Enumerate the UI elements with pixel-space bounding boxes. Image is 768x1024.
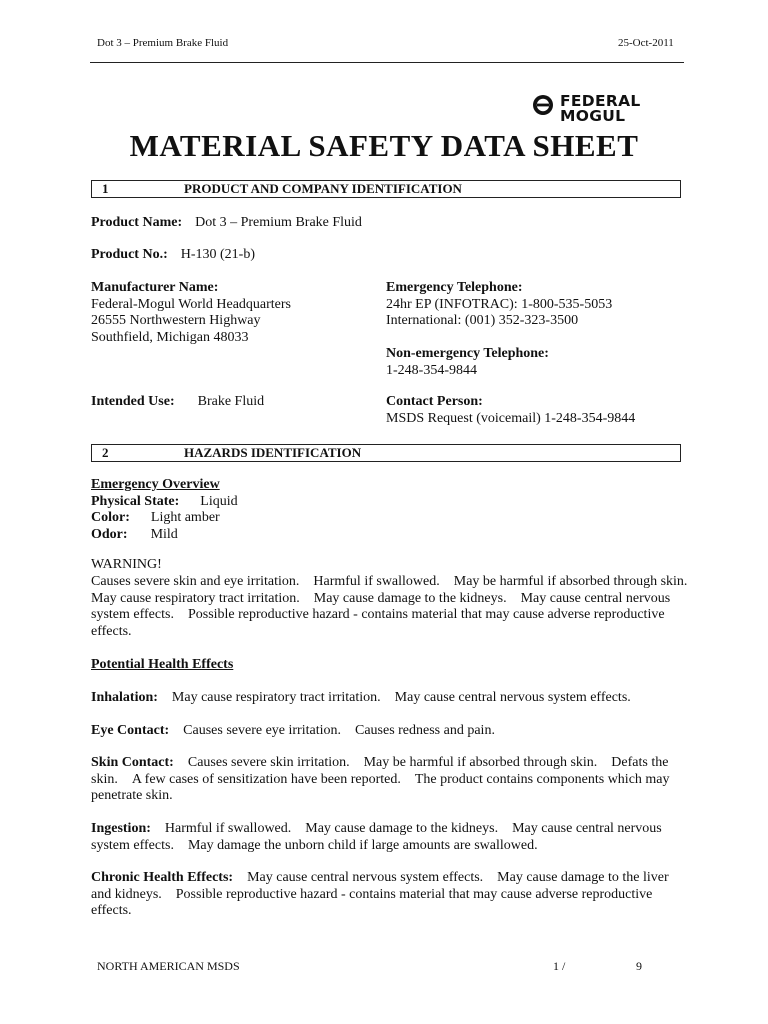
warning-sentence: Causes severe skin and eye irritation. bbox=[91, 574, 300, 589]
odor-row bbox=[91, 527, 238, 544]
health-sentence: May cause damage to the liver and kidneys. bbox=[91, 870, 669, 902]
potential-health-effects-heading: Potential Health Effects bbox=[91, 657, 234, 672]
ingestion-label: Ingestion: bbox=[91, 821, 151, 836]
manufacturer-line: Federal-Mogul World Headquarters bbox=[91, 296, 291, 312]
emergency-telephone-block bbox=[386, 280, 612, 330]
eye-contact-paragraph bbox=[91, 723, 691, 740]
section-number: 1 bbox=[102, 181, 109, 196]
section-title: HAZARDS IDENTIFICATION bbox=[184, 445, 362, 460]
inhalation-paragraph bbox=[91, 690, 691, 707]
chronic-health-effects-label: Chronic Health Effects: bbox=[91, 870, 234, 885]
manufacturer-block bbox=[91, 280, 291, 346]
ingestion-paragraph bbox=[91, 821, 691, 854]
logo-line-1: FEDERAL bbox=[560, 92, 641, 110]
contact-person-block bbox=[386, 394, 635, 427]
physical-state-label: Physical State: bbox=[91, 493, 180, 509]
chronic-health-effects-paragraph bbox=[91, 870, 691, 920]
health-sentence: May cause central nervous system effects. bbox=[394, 690, 631, 705]
health-sentence: Possible reproductive hazard - contains material that may cause adverse reproductive effects. bbox=[91, 886, 653, 918]
physical-state-row bbox=[91, 494, 238, 511]
warning-sentence: May cause respiratory tract irritation. bbox=[91, 590, 300, 606]
physical-state-value: Liquid bbox=[200, 493, 238, 509]
manufacturer-line: Southfield, Michigan 48033 bbox=[91, 329, 249, 345]
health-sentence: May be harmful if absorbed through skin. bbox=[363, 755, 598, 770]
warning-sentence: May cause central nervous system effects. bbox=[91, 590, 671, 622]
warning-heading: WARNING! bbox=[91, 557, 162, 572]
federal-mogul-logo bbox=[532, 94, 677, 128]
section-2-header bbox=[91, 444, 681, 462]
section-1-header bbox=[91, 180, 681, 198]
intended-use-label: Intended Use: bbox=[91, 394, 175, 409]
warning-sentence: May cause damage to the kidneys. bbox=[313, 590, 507, 606]
health-sentence: May damage the unborn child if large amounts are swallowed. bbox=[187, 837, 538, 853]
health-sentence: May cause central nervous system effects. bbox=[91, 821, 662, 853]
product-no-row bbox=[91, 247, 255, 264]
health-sentence: May cause damage to the kidneys. bbox=[305, 821, 499, 836]
non-emergency-telephone-block bbox=[386, 346, 549, 379]
emergency-overview-heading: Emergency Overview bbox=[91, 477, 220, 492]
product-no-label: Product No.: bbox=[91, 247, 168, 262]
product-name-label: Product Name: bbox=[91, 215, 183, 230]
intended-use-row bbox=[91, 394, 264, 411]
section-title: PRODUCT AND COMPANY IDENTIFICATION bbox=[184, 181, 462, 196]
non-emergency-telephone-value: 1-248-354-9844 bbox=[386, 362, 477, 378]
manufacturer-label: Manufacturer Name: bbox=[91, 280, 219, 295]
emergency-telephone-line: International: (001) 352-323-3500 bbox=[386, 313, 579, 328]
contact-person-label: Contact Person: bbox=[386, 394, 483, 409]
header-date: 25-Oct-2011 bbox=[618, 37, 674, 49]
product-no-value: H-130 (21-b) bbox=[180, 247, 255, 262]
footer-label: NORTH AMERICAN MSDS bbox=[97, 959, 240, 973]
skin-contact-paragraph bbox=[91, 755, 691, 805]
health-sentence: A few cases of sensitization have been reported. bbox=[131, 771, 401, 787]
footer-page-number: 1 / bbox=[553, 959, 566, 973]
health-sentence: Causes severe eye irritation. bbox=[183, 723, 341, 738]
warning-sentence: Harmful if swallowed. bbox=[313, 574, 440, 589]
health-sentence: Causes severe skin irritation. bbox=[187, 755, 350, 770]
warning-text bbox=[91, 574, 691, 640]
logo-mark-icon bbox=[532, 94, 554, 116]
odor-value: Mild bbox=[150, 526, 178, 542]
color-row bbox=[91, 510, 238, 527]
intended-use-value: Brake Fluid bbox=[197, 394, 265, 409]
logo-wordmark bbox=[560, 94, 641, 124]
logo-line-2: MOGUL bbox=[560, 107, 626, 125]
emergency-overview-block bbox=[91, 477, 238, 543]
health-sentence: Defats the skin. bbox=[91, 755, 669, 787]
warning-sentence: Possible reproductive hazard - contains material that may cause adverse reproductive effects. bbox=[91, 607, 665, 639]
odor-label: Odor: bbox=[91, 526, 128, 542]
emergency-telephone-label: Emergency Telephone: bbox=[386, 280, 523, 295]
skin-contact-label: Skin Contact: bbox=[91, 755, 174, 770]
health-sentence: May cause central nervous system effects. bbox=[247, 870, 484, 885]
product-name-row bbox=[91, 215, 362, 232]
manufacturer-line: 26555 Northwestern Highway bbox=[91, 313, 261, 328]
page-title: MATERIAL SAFETY DATA SHEET bbox=[129, 128, 639, 163]
product-name-value: Dot 3 – Premium Brake Fluid bbox=[195, 215, 362, 230]
non-emergency-telephone-label: Non-emergency Telephone: bbox=[386, 346, 549, 361]
eye-contact-label: Eye Contact: bbox=[91, 723, 170, 738]
health-sentence: The product contains components which may penetrate skin. bbox=[91, 771, 670, 803]
health-sentence: Harmful if swallowed. bbox=[164, 821, 292, 836]
footer-page-total: 9 bbox=[636, 959, 642, 973]
health-sentence: May cause respiratory tract irritation. bbox=[171, 690, 381, 705]
emergency-telephone-line: 24hr EP (INFOTRAC): 1-800-535-5053 bbox=[386, 296, 613, 312]
section-number: 2 bbox=[102, 445, 109, 460]
contact-person-value: MSDS Request (voicemail) 1-248-354-9844 bbox=[386, 410, 636, 426]
color-value: Light amber bbox=[150, 510, 220, 525]
inhalation-label: Inhalation: bbox=[91, 690, 158, 705]
health-sentence: Causes redness and pain. bbox=[354, 723, 495, 738]
header-rule bbox=[90, 62, 684, 63]
header-document-title: Dot 3 – Premium Brake Fluid bbox=[97, 37, 229, 49]
color-label: Color: bbox=[91, 510, 130, 525]
warning-sentence: May be harmful if absorbed through skin. bbox=[453, 574, 688, 589]
